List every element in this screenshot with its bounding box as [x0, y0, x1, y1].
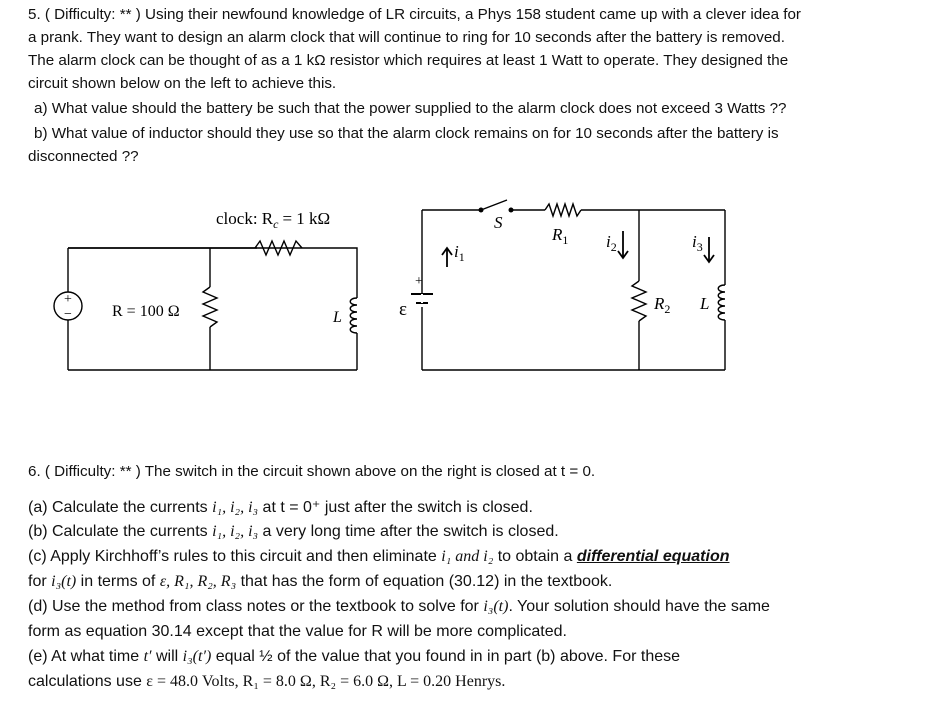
i3-label: $i_3$	[692, 232, 703, 254]
q6-part-e-line-2: calculations use ε = 48.0 Volts, R₁ = 8.0 Ω, R₂ = 6.0 Ω, L = 0.20 Henrys.	[28, 673, 506, 690]
inductor-right-symbol	[718, 285, 725, 320]
battery-plus-right: +	[415, 274, 423, 289]
r-value-label: R = 100 Ω	[112, 303, 180, 320]
battery-minus: −	[64, 307, 72, 322]
r2-label: $R_2$	[654, 294, 671, 316]
q6-part-c-line-2: for i₃(t) in terms of ε, R₁, R₂, R₃ that has the form of equation (30.12) in the textbook.	[28, 573, 613, 590]
right-circuit-diagram	[385, 195, 765, 405]
q5-line-4: circuit shown below on the left to achieve this.	[28, 75, 337, 92]
inductor-label: L	[333, 309, 342, 326]
q6-part-a: (a) Calculate the currents i₁, i₂, i₃ at t = 0⁺ just after the switch is closed.	[28, 499, 533, 516]
r1-resistor-symbol	[545, 204, 581, 216]
q5-line-2: a prank. They want to design an alarm clock that will continue to ring for 10 seconds after the battery is removed.	[28, 29, 785, 46]
i1-label: $i_1$	[454, 242, 465, 264]
battery-plus: +	[64, 292, 72, 307]
q6-part-c: (c) Apply Kirchhoff’s rules to this circuit and then eliminate i₁ and i₂ to obtain a differential equation	[28, 548, 730, 565]
q6-intro: 6. ( Difficulty: ** ) The switch in the circuit shown above on the right is closed at t = 0.	[28, 463, 596, 480]
q5-part-b-line-1: b) What value of inductor should they use so that the alarm clock remains on for 10 seconds after the battery is	[34, 125, 779, 142]
switch-symbol	[481, 200, 507, 210]
r100-resistor-symbol	[203, 287, 217, 327]
r2-resistor-symbol	[632, 281, 646, 321]
q5-line-1: 5. ( Difficulty: ** ) Using their newfound knowledge of LR circuits, a Phys 158 student came up with a clever idea for	[28, 6, 801, 23]
q5-part-b-line-2: disconnected ??	[28, 148, 139, 165]
left-circuit-diagram	[30, 195, 380, 405]
q6-part-d: (d) Use the method from class notes or the textbook to solve for i₃(t). Your solution should have the same	[28, 598, 770, 615]
emf-label: ε	[399, 299, 407, 320]
q5-line-3: The alarm clock can be thought of as a 1 kΩ resistor which requires at least 1 Watt to operate. They designed the	[28, 52, 789, 69]
r1-label: $R_1$	[552, 225, 569, 247]
l-label-right: L	[700, 294, 710, 313]
switch-label: S	[494, 213, 503, 232]
q5-part-a: a) What value should the battery be such that the power supplied to the alarm clock does not exceed 3 Watts ??	[34, 100, 787, 117]
q6-part-b: (b) Calculate the currents i₁, i₂, i₃ a very long time after the switch is closed.	[28, 523, 559, 540]
clock-label: clock: $R_c = 1$ kΩ	[216, 209, 331, 231]
inductor-symbol	[350, 298, 357, 333]
i2-label: $i_2$	[606, 232, 617, 254]
q6-part-e: (e) At what time t′ will i₃(t′) equal ½ of the value that you found in in part (b) above. For these	[28, 648, 681, 665]
q6-part-d-line-2: form as equation 30.14 except that the value for R will be more complicated.	[28, 623, 567, 640]
